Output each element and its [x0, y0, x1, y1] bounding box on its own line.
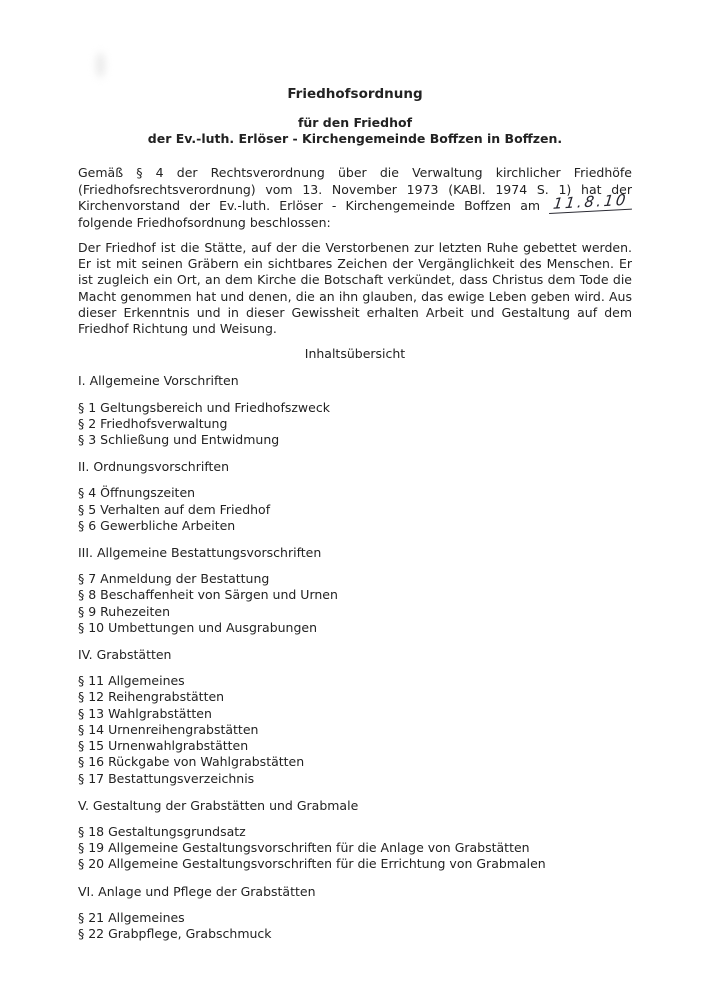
subtitle-line-1: für den Friedhof [297, 115, 413, 130]
toc-item: § 7 Anmeldung der Bestattung [78, 571, 270, 587]
toc-section-heading: V. Gestaltung der Grabstätten und Grabmale [78, 797, 359, 813]
toc-section-6 [78, 884, 632, 943]
scan-artifact-smudge [96, 52, 105, 78]
subtitle-line-2: der Ev.-luth. Erlöser - Kirchengemeinde Boffzen in Boffzen. [147, 131, 563, 147]
toc-section-items [78, 824, 632, 873]
toc-item: § 4 Öffnungszeiten [78, 485, 196, 501]
toc-item: § 3 Schließung und Entwidmung [78, 432, 280, 448]
toc-item: § 17 Bestattungsverzeichnis [78, 770, 255, 786]
toc-section-items [78, 400, 632, 449]
toc-item: § 19 Allgemeine Gestaltungsvorschriften für die Anlage von Grabstätten [78, 840, 530, 856]
toc-section-1 [78, 373, 632, 448]
toc-item: § 12 Reihengrabstätten [78, 689, 225, 705]
toc-section-heading: I. Allgemeine Vorschriften [78, 373, 239, 389]
toc-item: § 18 Gestaltungsgrundsatz [78, 823, 246, 839]
toc-item: § 6 Gewerbliche Arbeiten [78, 517, 236, 533]
toc-item: § 20 Allgemeine Gestaltungsvorschriften für die Errichtung von Grabmalen [78, 856, 546, 872]
toc-item: § 10 Umbettungen und Ausgrabungen [78, 619, 318, 635]
toc-item: § 8 Beschaffenheit von Särgen und Urnen [78, 587, 338, 603]
toc-item: § 14 Urnenreihengrabstätten [78, 721, 259, 737]
toc-section-4 [78, 647, 632, 787]
toc-section-items [78, 673, 632, 786]
document-title: Friedhofsordnung [287, 86, 423, 102]
toc-item: § 9 Ruhezeiten [78, 603, 171, 619]
toc-section-heading: III. Allgemeine Bestattungsvorschriften [78, 545, 322, 561]
toc-section-heading: VI. Anlage und Pflege der Grabstätten [78, 883, 316, 899]
document-subtitle [78, 115, 632, 147]
preamble-text-after-date: folgende Friedhofsordnung beschlossen: [78, 214, 331, 230]
toc-item: § 22 Grabpflege, Grabschmuck [78, 925, 272, 941]
toc-heading: Inhaltsübersicht [304, 346, 406, 362]
toc-item: § 13 Wahlgrabstätten [78, 705, 212, 721]
toc-item: § 2 Friedhofsverwaltung [78, 415, 228, 431]
toc-section-2 [78, 459, 632, 534]
preamble-text-before-date: Gemäß § 4 der Rechtsverordnung über die Verwaltung kirchlicher Friedhöfe (Friedhofsrechtsverordnung) vom 13. November 1973 (KABl. 1974 S. 1) hat der Kirchenvorstand der Ev.-luth. Erlöser - Kirchengemeinde Boffzen am [78, 165, 632, 213]
toc-section-items [78, 485, 632, 534]
toc-item: § 21 Allgemeines [78, 909, 185, 925]
document-page [78, 86, 632, 942]
toc-section-3 [78, 545, 632, 636]
toc-section-heading: IV. Grabstätten [78, 647, 172, 663]
toc-item: § 11 Allgemeines [78, 673, 185, 689]
preamble-paragraph [78, 165, 632, 231]
toc-item: § 1 Geltungsbereich und Friedhofszweck [78, 399, 330, 415]
toc-item: § 15 Urnenwahlgrabstätten [78, 738, 249, 754]
toc-section-5 [78, 798, 632, 873]
intro-paragraph: Der Friedhof ist die Stätte, auf der die Verstorbenen zur letzten Ruhe gebettet werden. Er ist mit seinen Gräbern ein sichtbares Zeichen der Vergänglichkeit des Menschen. Er ist zugleich ein Ort, an dem Kirche die Botschaft verkündet, dass Christus dem Tode die Macht genommen hat und denen, die an ihn glauben, das ewige Leben geben wird. Aus dieser Erkenntnis und in dieser Gewissheit erhalten Arbeit und Gestaltung auf dem Friedhof Richtung und Weisung. [78, 240, 632, 337]
toc-section-heading: II. Ordnungsvorschriften [78, 459, 230, 475]
toc-section-items [78, 571, 632, 636]
toc-item: § 16 Rückgabe von Wahlgrabstätten [78, 754, 305, 770]
handwritten-date: 11.8.10 [549, 193, 634, 213]
toc-section-items [78, 910, 632, 942]
toc-item: § 5 Verhalten auf dem Friedhof [78, 501, 271, 517]
